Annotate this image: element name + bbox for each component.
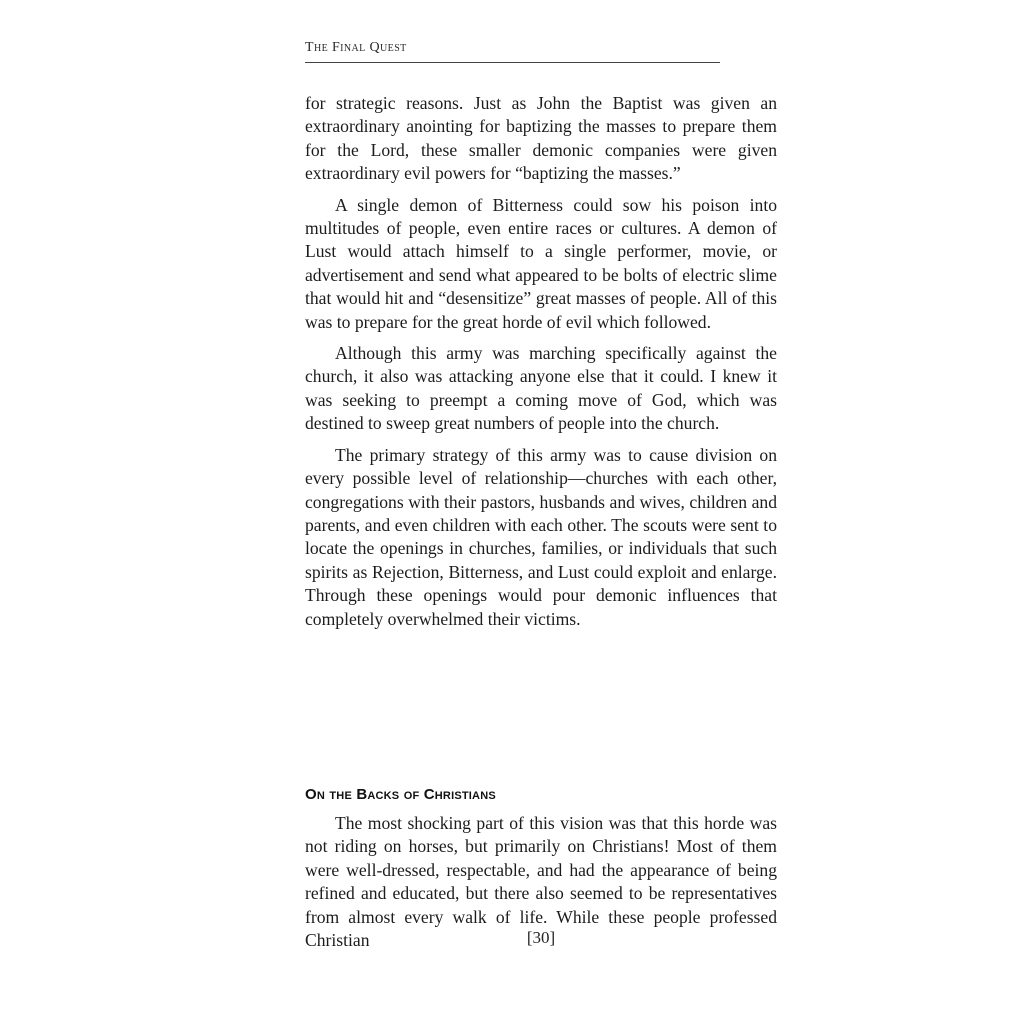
paragraph-1: for strategic reasons. Just as John the Baptist was given an extraordinary anointing for baptizing the masses to prepare them for the Lord, these smaller demonic companies were given extraordinary evil powers for “baptizing the masses.” xyxy=(305,93,777,184)
paragraph-4: The primary strategy of this army was to cause division on every possible level of relationship—churches with each other, congregations with their pastors, husbands and wives, children and parents, and even children with each other. The scouts were sent to locate the openings in churches, families, or individuals that such spirits as Rejection, Bitterness, and Lust could exploit and enlarge. Through these openings would pour demonic influences that completely overwhelmed their victims. xyxy=(305,444,777,629)
book-page xyxy=(305,40,777,980)
header-rule xyxy=(305,62,720,63)
running-head: The Final Quest xyxy=(305,40,407,55)
page-number: [30] xyxy=(526,928,556,947)
paragraph-2: A single demon of Bitterness could sow his poison into multitudes of people, even entire races or cultures. A demon of Lust would attach himself to a single performer, movie, or advertisement and send what appeared to be bolts of electric slime that would hit and “desensitize” great masses of people. All of this was to prepare for the great horde of evil which followed. xyxy=(305,194,777,332)
paragraph-3: Although this army was marching specifically against the church, it also was attacking anyone else that it could. I knew it was seeking to preempt a coming move of God, which was destined to sweep great numbers of people into the church. xyxy=(305,343,777,434)
body-text xyxy=(305,92,777,639)
section-paragraph: The most shocking part of this vision was that this horde was not riding on horses, but primarily on Christians! Most of them were well-dressed, respectable, and had the appearance of being refined and educated, but there also seemed to be representatives from almost every walk of life. While these people professed Christian xyxy=(305,813,777,951)
section-heading: On the Backs of Christians xyxy=(305,786,496,803)
